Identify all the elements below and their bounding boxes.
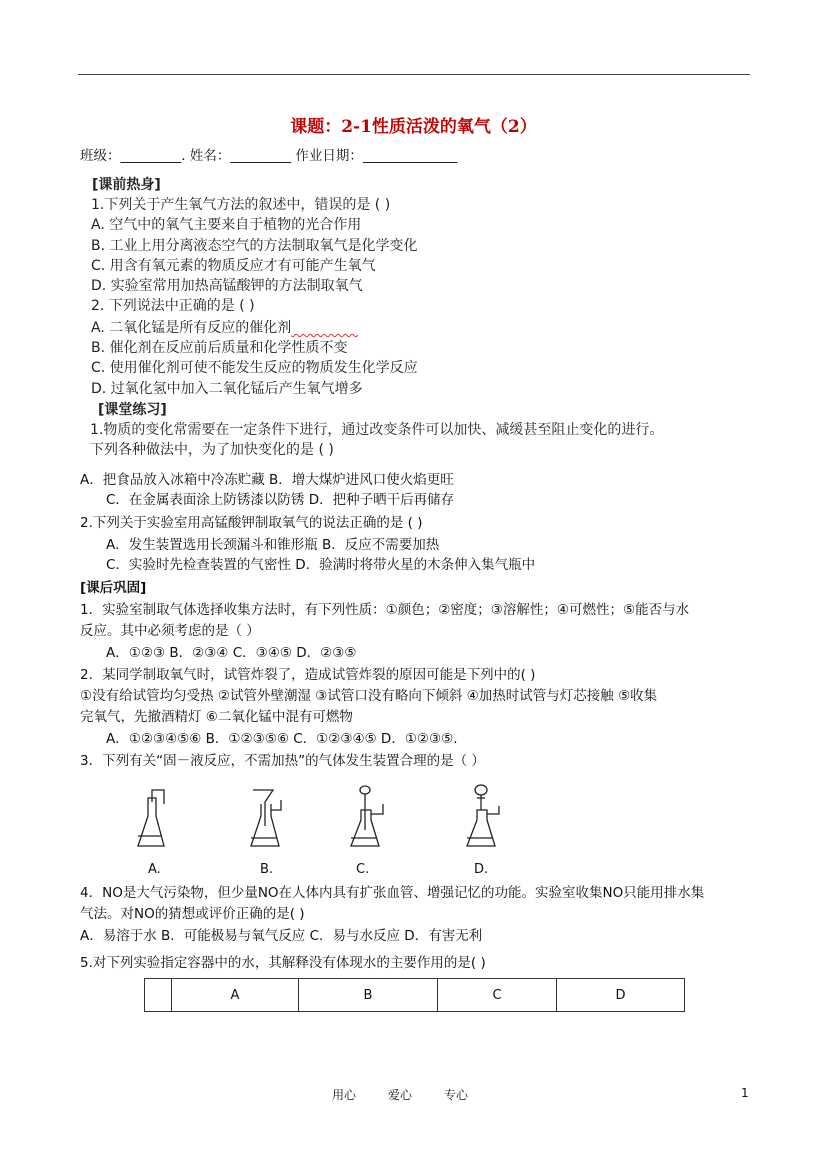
page-number: 1 xyxy=(741,1086,749,1100)
class-q1-cont: 下列各种做法中，为了加快变化的是 ( ) xyxy=(90,442,334,458)
post-q1-cont: 反应。其中必须考虑的是（ ） xyxy=(80,623,260,639)
section-class: [课堂练习] xyxy=(98,402,167,418)
pre-q2-c: C. 使用催化剂可使不能发生反应的物质发生化学反应 xyxy=(91,360,418,376)
pre-q1-d: D. 实验室常用加热高锰酸钾的方法制取氧气 xyxy=(91,278,363,294)
post-q4-options: A．易溶于水 B．可能极易与氧气反应 C．易与水反应 D．有害无利 xyxy=(80,928,483,944)
post-q2-reasons-cont: 完氧气，先撤酒精灯 ⑥二氧化锰中混有可燃物 xyxy=(80,709,353,725)
pre-q2-a-text: A. 二氧化锰是所有反应的催化剂 xyxy=(91,320,292,336)
spellcheck-squiggle xyxy=(291,320,358,336)
q5-cell-a: A xyxy=(172,979,299,1012)
post-q2: 2．某同学制取氧气时，试管炸裂了，造成试管炸裂的原因可能是下列中的( ) xyxy=(80,667,536,683)
section-post: [课后巩固] xyxy=(80,580,147,596)
apparatus-a-icon xyxy=(128,780,178,852)
footer-3: 专心 xyxy=(444,1088,469,1102)
post-q4: 4．NO是大气污染物，但少量NO在人体内具有扩张血管、增强记忆的功能。实验室收集NO只能用排水集 xyxy=(80,885,705,901)
apparatus-d-icon xyxy=(463,780,513,852)
footer-2: 爱心 xyxy=(388,1088,413,1102)
class-q2-cd: C．实验时先检查装置的气密性 D．验满时将带火星的木条伸入集气瓶中 xyxy=(106,557,536,573)
class-q2: 2.下列关于实验室用高锰酸钾制取氧气的说法正确的是 ( ) xyxy=(80,515,423,531)
class-q2-ab: A．发生装置选用长颈漏斗和锥形瓶 B．反应不需要加热 xyxy=(106,537,440,553)
q5-cell-blank xyxy=(145,979,172,1012)
post-q3: 3．下列有关“固－液反应，不需加热”的气体发生装置合理的是（ ） xyxy=(80,753,485,769)
apparatus-b-icon xyxy=(243,780,293,852)
q5-table-row xyxy=(145,979,685,1012)
class-q1: 1.物质的变化常需要在一定条件下进行，通过改变条件可以加快、减缓甚至阻止变化的进行。 xyxy=(90,422,664,438)
post-q1: 1．实验室制取气体选择收集方法时，有下列性质：①颜色；②密度；③溶解性；④可燃性；⑤能否与水 xyxy=(80,602,690,618)
pre-q2-d: D. 过氧化氢中加入二氧化锰后产生氧气增多 xyxy=(91,381,363,397)
q5-cell-b: B xyxy=(299,979,438,1012)
class-q1-ab: A．把食品放入冰箱中冷冻贮藏 B．增大煤炉进风口使火焰更旺 xyxy=(80,472,454,488)
info-line: 班级：_________. 姓名：_________ 作业日期：______________ xyxy=(80,148,458,164)
post-q1-options: A．①②③ B．②③④ C．③④⑤ D．②③⑤ xyxy=(106,645,357,661)
post-q5: 5.对下列实验指定容器中的水，其解释没有体现水的主要作用的是( ) xyxy=(80,955,486,971)
page-title: 课题：2-1性质活泼的氧气（2） xyxy=(290,117,537,137)
pre-q1-a: A. 空气中的氧气主要来自于植物的光合作用 xyxy=(91,217,362,233)
footer-1: 用心 xyxy=(332,1088,357,1102)
pre-q1-b: B. 工业上用分离液态空气的方法制取氧气是化学变化 xyxy=(91,238,418,254)
pre-q1: 1.下列关于产生氧气方法的叙述中，错误的是 ( ) xyxy=(91,197,391,213)
post-q2-reasons: ①没有给试管均匀受热 ②试管外壁潮湿 ③试管口没有略向下倾斜 ④加热时试管与灯芯接触 ⑤收集 xyxy=(80,688,658,704)
apparatus-label-d: D. xyxy=(474,862,489,877)
q5-cell-c: C xyxy=(438,979,557,1012)
pre-q2: 2. 下列说法中正确的是 ( ) xyxy=(91,298,255,314)
q5-table xyxy=(144,978,685,1012)
section-pre: [课前热身] xyxy=(92,177,161,193)
pre-q2-a xyxy=(91,318,358,338)
apparatus-label-c: C. xyxy=(356,862,370,877)
q5-cell-d: D xyxy=(557,979,685,1012)
pre-q2-b: B. 催化剂在反应前后质量和化学性质不变 xyxy=(91,340,348,356)
header-rule xyxy=(78,74,750,75)
apparatus-c-icon xyxy=(345,780,395,852)
post-q4-cont: 气法。对NO的猜想或评价正确的是( ) xyxy=(80,906,305,922)
post-q2-options: A．①②③④⑤⑥ B．①②③⑤⑥ C．①②③④⑤ D．①②③⑤. xyxy=(106,731,458,747)
class-q1-cd: C．在金属表面涂上防锈漆以防锈 D．把种子晒干后再储存 xyxy=(106,492,455,508)
apparatus-label-b: B. xyxy=(260,862,274,877)
pre-q1-c: C. 用含有氧元素的物质反应才有可能产生氧气 xyxy=(91,258,376,274)
apparatus-label-a: A. xyxy=(148,862,161,877)
